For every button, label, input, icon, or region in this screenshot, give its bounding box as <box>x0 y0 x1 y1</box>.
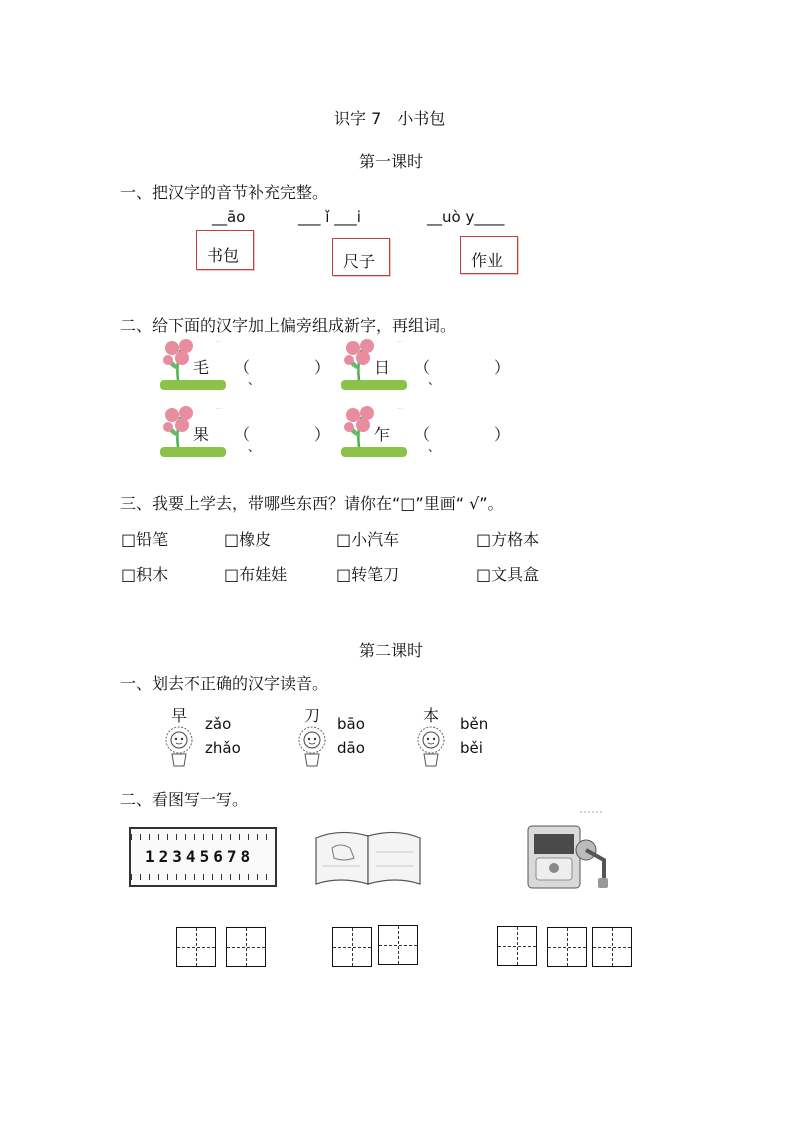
base-character: 果 <box>193 425 210 444</box>
ruler-number: 8 <box>240 847 251 866</box>
answer-parentheses: （ ） <box>234 425 331 444</box>
option-toy-car[interactable]: □小汽车 <box>336 530 400 549</box>
question-1-prompt: 一、把汉字的音节补充完整。 <box>120 183 329 202</box>
option-doll[interactable]: □布娃娃 <box>224 565 288 584</box>
ruler-number: 7 <box>226 847 237 866</box>
separator-comma: 、 <box>248 373 261 387</box>
separator-comma: 、 <box>428 440 441 454</box>
lesson-one-heading: 第一课时 <box>359 152 424 171</box>
svg-text:···: ··· <box>216 406 222 413</box>
target-character: 刀 <box>304 706 321 725</box>
pinyin-option-b[interactable]: dāo <box>337 739 365 757</box>
pinyin-option-b[interactable]: zhǎo <box>205 739 241 757</box>
target-character: 本 <box>423 706 440 725</box>
ruler-number: 4 <box>185 847 196 866</box>
writing-grid-box[interactable] <box>332 927 372 967</box>
writing-grid-box[interactable] <box>497 926 537 966</box>
word-card-zuoye <box>460 236 518 274</box>
answer-parentheses: （ ） <box>414 425 511 444</box>
ruler-number: 2 <box>158 847 169 866</box>
flower-cartoon-icon <box>412 722 450 772</box>
pinyin-option-a[interactable]: bāo <box>337 715 365 733</box>
question-2-prompt: 二、给下面的汉字加上偏旁组成新字，再组词。 <box>120 316 457 335</box>
question-3-prompt: 三、我要上学去，带哪些东西？请你在“□”里画“ √”。 <box>120 494 504 513</box>
target-character: 早 <box>171 706 188 725</box>
svg-text:···: ··· <box>397 406 403 413</box>
flower-cartoon-icon <box>160 722 198 772</box>
svg-text:···: ··· <box>216 339 222 346</box>
option-building-blocks[interactable]: □积木 <box>121 565 169 584</box>
question-2-prompt: 二、看图写一写。 <box>120 790 249 809</box>
separator-comma: 、 <box>428 373 441 387</box>
pinyin-option-a[interactable]: běn <box>460 715 489 733</box>
syllable-blank-3: __uò y____ <box>427 208 505 226</box>
word-card-label: 作业 <box>471 251 504 270</box>
option-pencil-sharpener[interactable]: □转笔刀 <box>336 565 400 584</box>
base-character: 毛 <box>193 358 210 377</box>
base-character: 乍 <box>374 425 391 444</box>
writing-grid-box[interactable] <box>176 927 216 967</box>
writing-grid-box[interactable] <box>592 927 632 967</box>
option-pencil-case[interactable]: □文具盒 <box>476 565 540 584</box>
word-card-label: 尺子 <box>343 252 376 271</box>
word-card-chizi <box>332 238 390 276</box>
pencil-sharpener-picture <box>520 808 616 894</box>
book-picture <box>310 826 426 890</box>
svg-text:···: ··· <box>397 339 403 346</box>
syllable-blank-1: __āo <box>212 208 246 226</box>
ruler-number: 3 <box>172 847 182 866</box>
separator-comma: 、 <box>248 440 261 454</box>
word-card-shubao <box>196 230 254 270</box>
option-eraser[interactable]: □橡皮 <box>224 530 272 549</box>
ruler-number: 1 <box>145 847 155 866</box>
ruler-number: 6 <box>213 847 223 866</box>
flower-cartoon-icon <box>293 722 331 772</box>
pinyin-option-b[interactable]: běi <box>460 739 483 757</box>
pinyin-option-a[interactable]: zǎo <box>205 715 232 733</box>
writing-grid-box[interactable] <box>547 927 587 967</box>
writing-grid-box[interactable] <box>226 927 266 967</box>
answer-parentheses: （ ） <box>414 358 511 377</box>
base-character: 日 <box>374 358 391 377</box>
writing-grid-box[interactable] <box>378 925 418 965</box>
answer-parentheses: （ ） <box>234 358 331 377</box>
page-title: 识字 7 小书包 <box>334 109 446 128</box>
option-pencil[interactable]: □铅笔 <box>121 530 169 549</box>
option-grid-notebook[interactable]: □方格本 <box>476 530 540 549</box>
syllable-blank-2: ___ ǐ ___i <box>298 208 361 226</box>
lesson-two-heading: 第二课时 <box>359 641 424 660</box>
ruler-number: 5 <box>199 847 210 866</box>
ruler-picture <box>129 827 277 887</box>
question-1-prompt: 一、划去不正确的汉字读音。 <box>120 674 329 693</box>
word-card-label: 书包 <box>207 246 240 265</box>
